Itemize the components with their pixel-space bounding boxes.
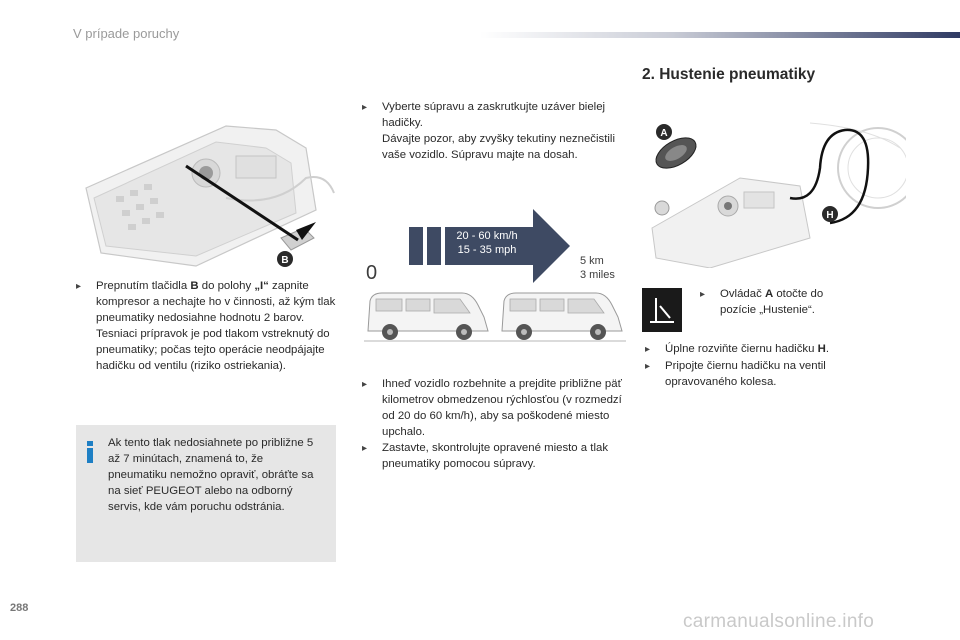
- label-a: A: [660, 128, 668, 139]
- bullet-arrow-icon: ▸: [362, 443, 368, 454]
- col3-step1: ▸ Ovládač A otočte do pozície „Hustenie“.: [700, 288, 824, 316]
- compressor-illustration: [76, 118, 338, 270]
- bullet-arrow-icon: ▸: [645, 344, 651, 355]
- info-box: [76, 425, 336, 562]
- hose-illustration: [640, 108, 906, 268]
- section-title: 2. Hustenie pneumatiky: [642, 66, 816, 83]
- col3-steps: ▸ Úplne rozviňte čiernu hadičku H. ▸ Pripojte čiernu hadičku na ventil opravovaného kolesa.: [645, 343, 829, 388]
- target-distance: 5 km 3 miles: [580, 255, 615, 281]
- bullet-arrow-icon: ▸: [362, 379, 368, 390]
- watermark: carmanualsonline.info: [683, 611, 875, 632]
- bullet-arrow-icon: ▸: [76, 281, 82, 292]
- page-number: 288: [10, 602, 29, 614]
- col2-step1: ▸ Vyberte súpravu a zaskrutkujte uzáver bielej hadičky. Dávajte pozor, aby zvyšky tekutiny neznečistili vaše vozidlo. Súpravu majte na dosah.: [362, 101, 615, 161]
- col1-step: ▸ Prepnutím tlačidla B do polohy „I“ zapnite kompresor a nechajte ho v činnosti, až kým tlak pneumatiky nedosiahne hodnotu 2 barov. Tesniaci prípravok je pod tlakom vstreknutý do pneumatiky; počas tejto operácie neodpájajte hadičku od ventilu (riziko ostriekania).: [76, 280, 336, 372]
- speed-range-label: 20 - 60 km/h 15 - 35 mph: [448, 228, 526, 259]
- running-header: V prípade poruchy: [73, 26, 180, 41]
- bullet-arrow-icon: ▸: [700, 289, 706, 300]
- col2-steps: ▸ Ihneď vozidlo rozbehnite a prejdite približne päť kilometrov obmedzenou rýchlosťou (v rozmedzí od 20 do 60 km/h), aby sa poškodené miesto upchalo. ▸ Zastavte, skontrolujte opravené miesto a tlak pneumatiky pomocou súpravy.: [362, 378, 622, 470]
- bullet-arrow-icon: ▸: [362, 102, 368, 113]
- header-gradient-bar: [480, 32, 960, 38]
- label-b: B: [281, 255, 289, 266]
- bullet-arrow-icon: ▸: [645, 361, 651, 372]
- inflation-mode-icon: [642, 288, 682, 332]
- vans-illustration: [364, 287, 626, 343]
- info-icon: [86, 441, 94, 463]
- info-text: Ak tento tlak nedosiahnete po približne 5 až 7 minútach, znamená to, že pneumatiku nemožno opraviť, obráťte sa na sieť PEUGEOT alebo na odborný servis, kde vám poruchu odstránia.: [108, 437, 314, 513]
- start-distance: 0: [366, 262, 378, 284]
- label-h: H: [826, 210, 834, 221]
